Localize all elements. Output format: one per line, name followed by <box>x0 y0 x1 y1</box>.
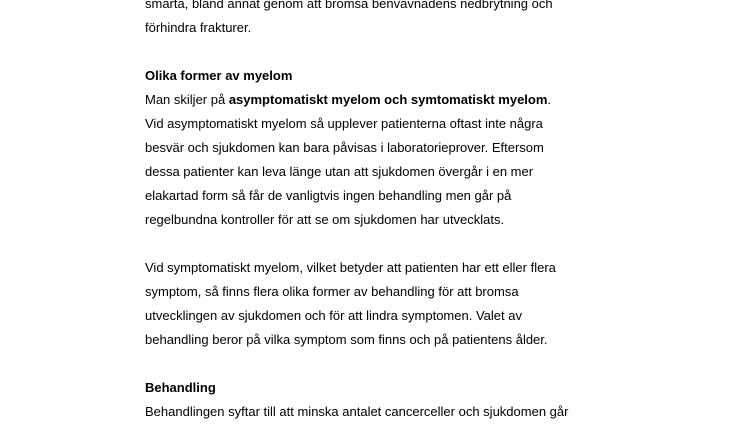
forms-paragraph-1-line-3: besvär och sjukdomen kan bara påvisas i laboratorieprover. Eftersom <box>145 140 544 155</box>
forms-paragraph-2-line-3: utvecklingen av sjukdomen och för att lindra symptomen. Valet av <box>145 308 522 323</box>
forms-text-post: . <box>547 92 552 107</box>
forms-paragraph-2-line-1: Vid symptomatiskt myelom, vilket betyder att patienten har ett eller flera <box>145 260 556 275</box>
paragraph-gap <box>145 232 615 256</box>
section-heading-treatment: Behandling <box>145 380 216 395</box>
intro-line-1: smärta, bland annat genom att bromsa benvävnadens nedbrytning och <box>145 0 553 11</box>
forms-text-pre: Man skiljer på <box>145 92 229 107</box>
section-heading-forms: Olika former av myelom <box>145 68 293 83</box>
forms-paragraph-1-line-2: Vid asymptomatiskt myelom så upplever patienterna oftast inte några <box>145 116 543 131</box>
paragraph-gap <box>145 40 615 64</box>
document-page <box>145 0 615 424</box>
treatment-paragraph-line-1: Behandlingen syftar till att minska antalet cancerceller och sjukdomen går <box>145 404 569 419</box>
forms-paragraph-2-line-2: symptom, så finns flera olika former av behandling för att bromsa <box>145 284 519 299</box>
forms-text-bold: asymptomatiskt myelom och symtomatiskt myelom <box>228 92 548 107</box>
forms-paragraph-1-line-6: regelbundna kontroller för att se om sjukdomen har utvecklats. <box>145 212 505 227</box>
forms-paragraph-1-line-1 <box>145 88 615 112</box>
forms-paragraph-1-line-4: dessa patienter kan leva länge utan att sjukdomen övergår i en mer <box>145 164 534 179</box>
intro-line-2: förhindra frakturer. <box>145 20 252 35</box>
forms-paragraph-2-line-4: behandling beror på vilka symptom som finns och på patientens ålder. <box>145 332 548 347</box>
paragraph-gap <box>145 352 615 376</box>
forms-paragraph-1-line-5: elakartad form så får de vanligtvis ingen behandling men går på <box>145 188 512 203</box>
